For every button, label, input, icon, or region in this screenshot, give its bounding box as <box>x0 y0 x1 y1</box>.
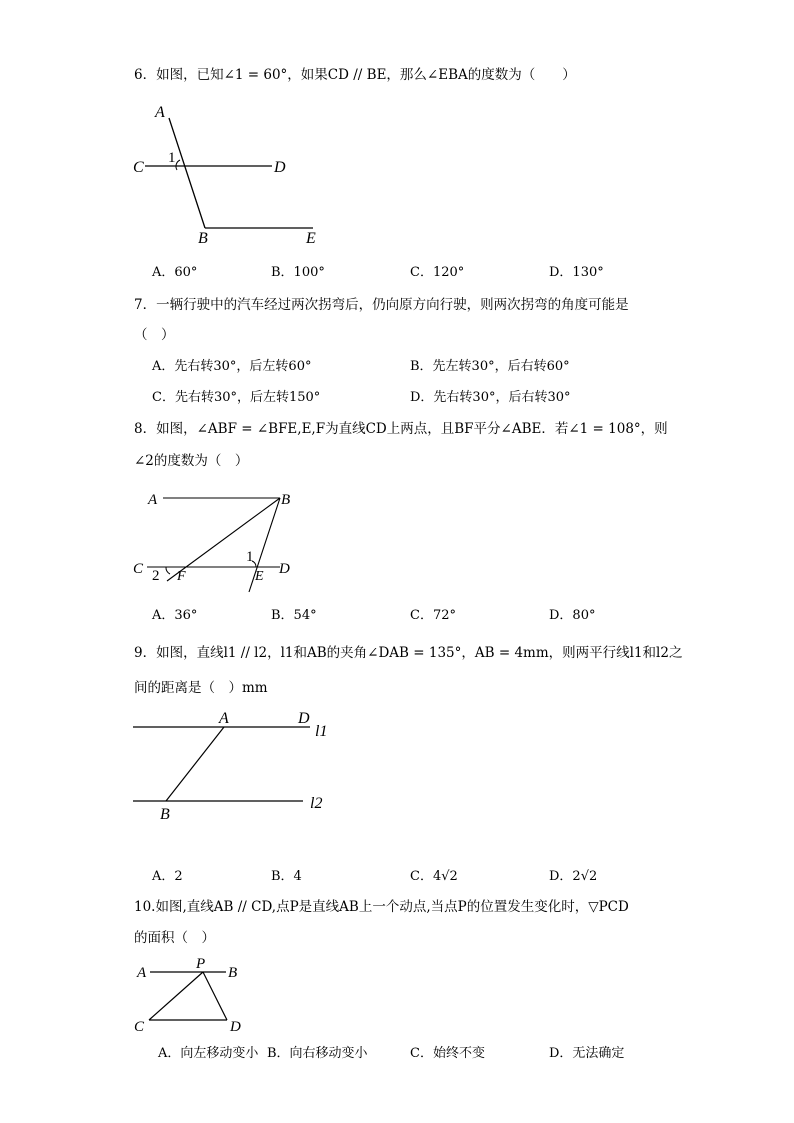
question-9-option-d[interactable]: D．2√2 <box>549 869 598 884</box>
q10-label-a: A <box>137 965 147 981</box>
q6-label-1: 1 <box>168 150 176 166</box>
q8-label-e: E <box>255 569 264 584</box>
question-10-option-d[interactable]: D．无法确定 <box>549 1046 625 1061</box>
question-6-stem: 6．如图，已知∠1 = 60°，如果CD // BE，那么∠EBA的度数为（ ） <box>134 67 576 83</box>
q8-label-1: 1 <box>246 549 254 565</box>
question-8-option-b[interactable]: B．54° <box>271 608 317 623</box>
question-8-stem-line1: 8．如图，∠ABF = ∠BFE,E,F为直线CD上两点，且BF平分∠ABE．若∠1 = 108°，则 <box>134 421 668 437</box>
q6-label-c: C <box>133 159 144 176</box>
question-9-option-c[interactable]: C．4√2 <box>410 869 458 884</box>
question-9-stem-line2: 间的距离是（ ）mm <box>134 680 268 696</box>
question-7-option-a[interactable]: A．先右转30°，后左转60° <box>152 359 312 374</box>
question-8-stem-line2: ∠2的度数为（ ） <box>134 453 249 469</box>
question-10-option-b[interactable]: B．向右移动变小 <box>267 1046 368 1061</box>
q6-label-e: E <box>306 230 316 247</box>
question-6-option-c[interactable]: C．120° <box>410 265 465 280</box>
q6-label-b: B <box>198 230 208 247</box>
question-6-option-d[interactable]: D．130° <box>549 265 604 280</box>
q8-label-a: A <box>148 492 158 508</box>
question-6-option-a[interactable]: A．60° <box>152 265 198 280</box>
question-7-option-c[interactable]: C．先右转30°，后左转150° <box>152 390 321 405</box>
q6-label-d: D <box>274 159 286 176</box>
question-10-stem-line1: 10.如图,直线AB // CD,点P是直线AB上一个动点,当点P的位置发生变化时，▽PCD <box>134 899 629 915</box>
question-9-option-a[interactable]: A．2 <box>152 869 183 884</box>
question-10-option-c[interactable]: C．始终不变 <box>410 1046 485 1061</box>
question-7-option-d[interactable]: D．先右转30°，后右转30° <box>410 390 571 405</box>
q10-label-d: D <box>230 1019 241 1035</box>
q9-label-d: D <box>298 710 310 727</box>
q8-label-b: B <box>281 492 291 508</box>
question-10-option-a[interactable]: A．向左移动变小 <box>158 1046 259 1061</box>
question-8-option-c[interactable]: C．72° <box>410 608 456 623</box>
question-7-stem-line1: 7．一辆行驶中的汽车经过两次拐弯后，仍向原方向行驶，则两次拐弯的角度可能是 <box>134 297 629 313</box>
q9-label-b: B <box>160 806 170 823</box>
q6-label-a: A <box>155 104 165 121</box>
question-10-stem-line2: 的面积（ ） <box>134 930 215 946</box>
q8-label-2: 2 <box>152 568 160 584</box>
q10-label-p: P <box>196 956 206 972</box>
q10-label-b: B <box>228 965 238 981</box>
q9-label-a: A <box>219 710 229 727</box>
question-8-option-d[interactable]: D．80° <box>549 608 596 623</box>
q8-label-f: F <box>177 569 186 584</box>
q8-label-c: C <box>133 561 144 577</box>
question-7-stem-line2: （ ） <box>134 327 175 343</box>
question-8-option-a[interactable]: A．36° <box>152 608 198 623</box>
q10-label-c: C <box>134 1019 145 1035</box>
question-9-stem-line1: 9．如图，直线l1 // l2，l1和AB的夹角∠DAB = 135°，AB = 4mm，则两平行线l1和l2之 <box>134 645 683 661</box>
question-9-option-b[interactable]: B．4 <box>271 869 302 884</box>
question-6-option-b[interactable]: B．100° <box>271 265 325 280</box>
question-7-option-b[interactable]: B．先左转30°，后右转60° <box>410 359 570 374</box>
q8-label-d: D <box>279 561 290 577</box>
q9-label-l2: l2 <box>310 795 323 812</box>
q9-label-l1: l1 <box>315 723 328 740</box>
